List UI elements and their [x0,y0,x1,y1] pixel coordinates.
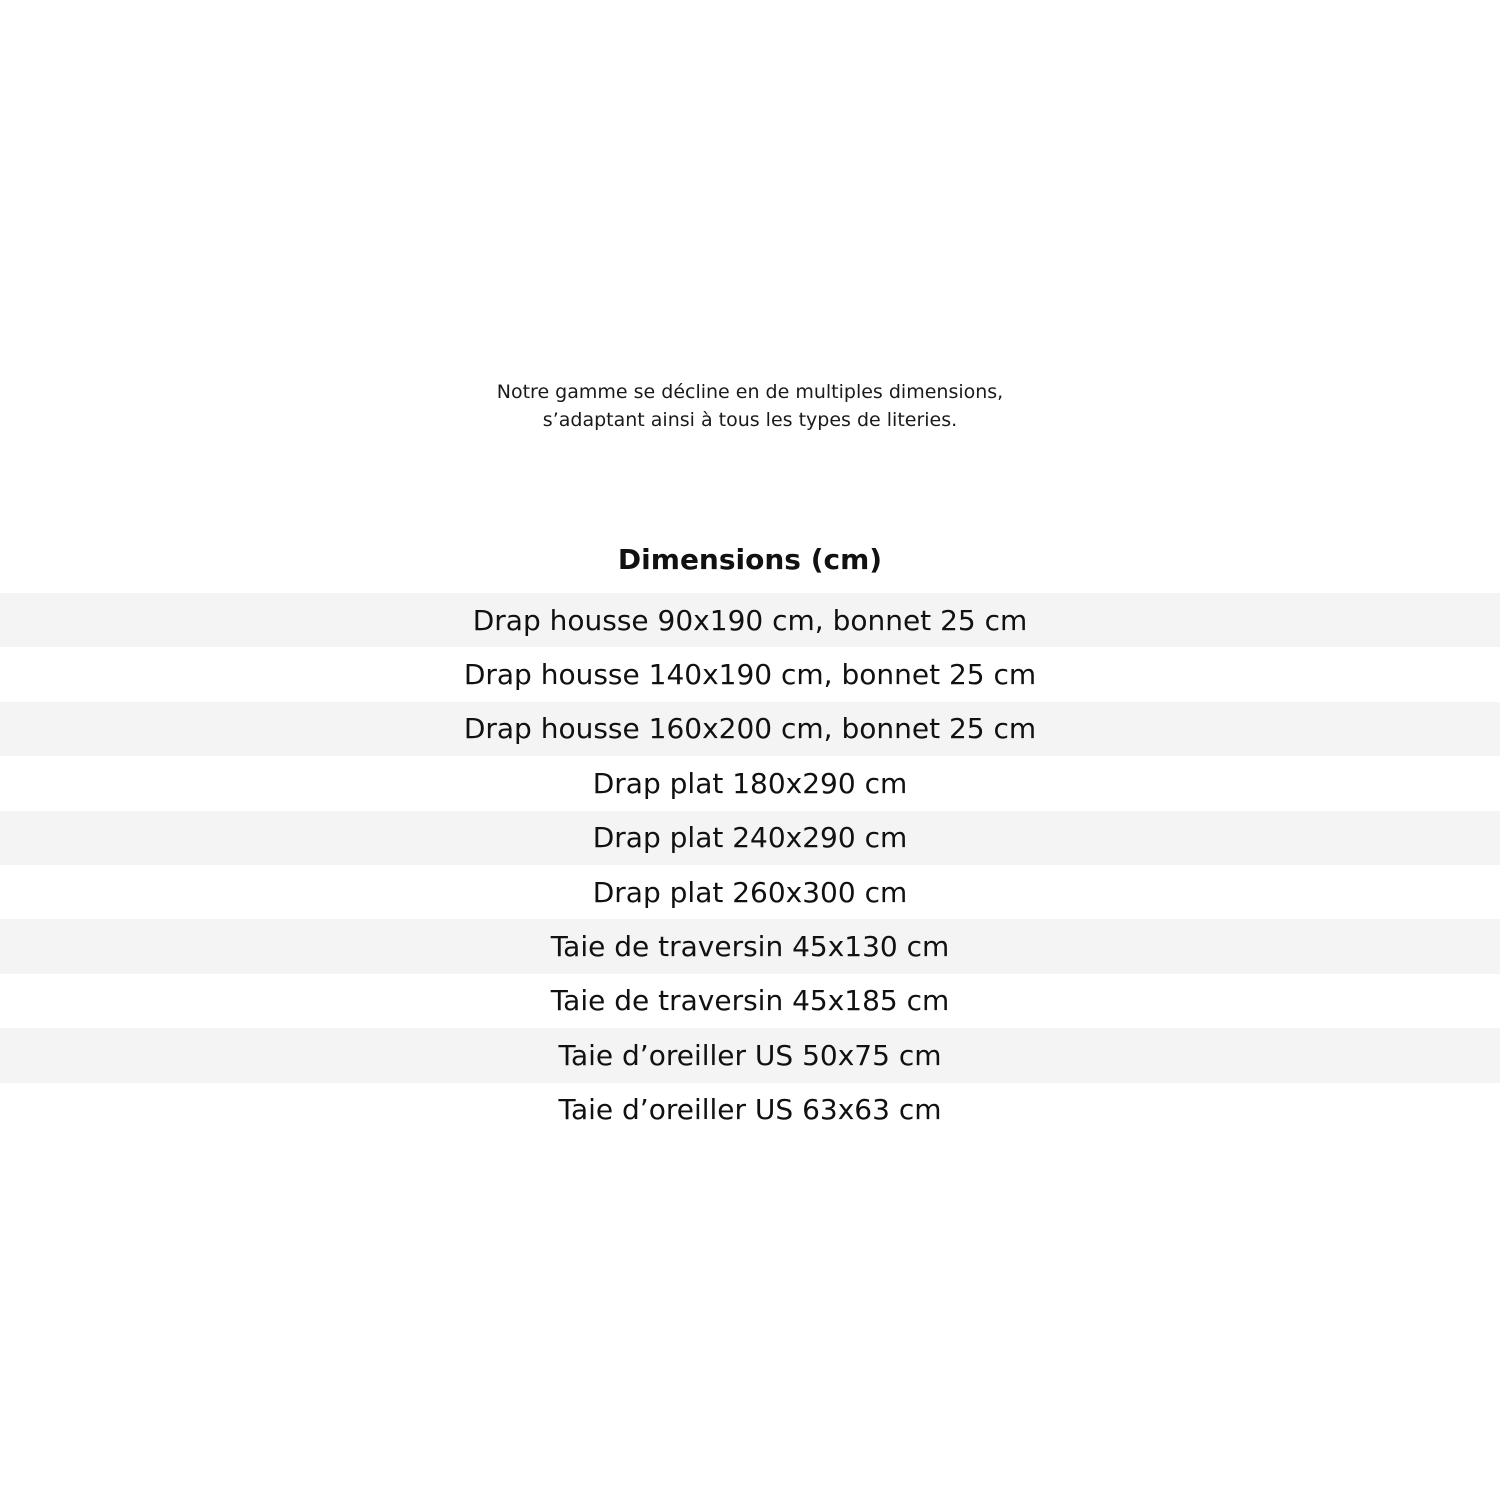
intro-line-1: Notre gamme se décline en de multiples dimensions, [496,381,1004,403]
dimensions-table-title: Dimensions (cm) [617,543,883,576]
table-row: Taie d’oreiller US 63x63 cm [0,1083,1500,1137]
table-row: Drap housse 160x200 cm, bonnet 25 cm [0,702,1500,756]
table-row: Drap plat 240x290 cm [0,811,1500,865]
table-row: Drap housse 140x190 cm, bonnet 25 cm [0,647,1500,701]
intro-line-2: s’adaptant ainsi à tous les types de literies. [542,409,958,431]
table-row: Taie de traversin 45x130 cm [0,919,1500,973]
table-row: Taie de traversin 45x185 cm [0,974,1500,1028]
intro-text [0,378,1500,434]
table-row: Drap housse 90x190 cm, bonnet 25 cm [0,593,1500,647]
table-row: Taie d’oreiller US 50x75 cm [0,1028,1500,1082]
table-row: Drap plat 180x290 cm [0,756,1500,810]
dimensions-table [0,593,1500,1137]
table-row: Drap plat 260x300 cm [0,865,1500,919]
